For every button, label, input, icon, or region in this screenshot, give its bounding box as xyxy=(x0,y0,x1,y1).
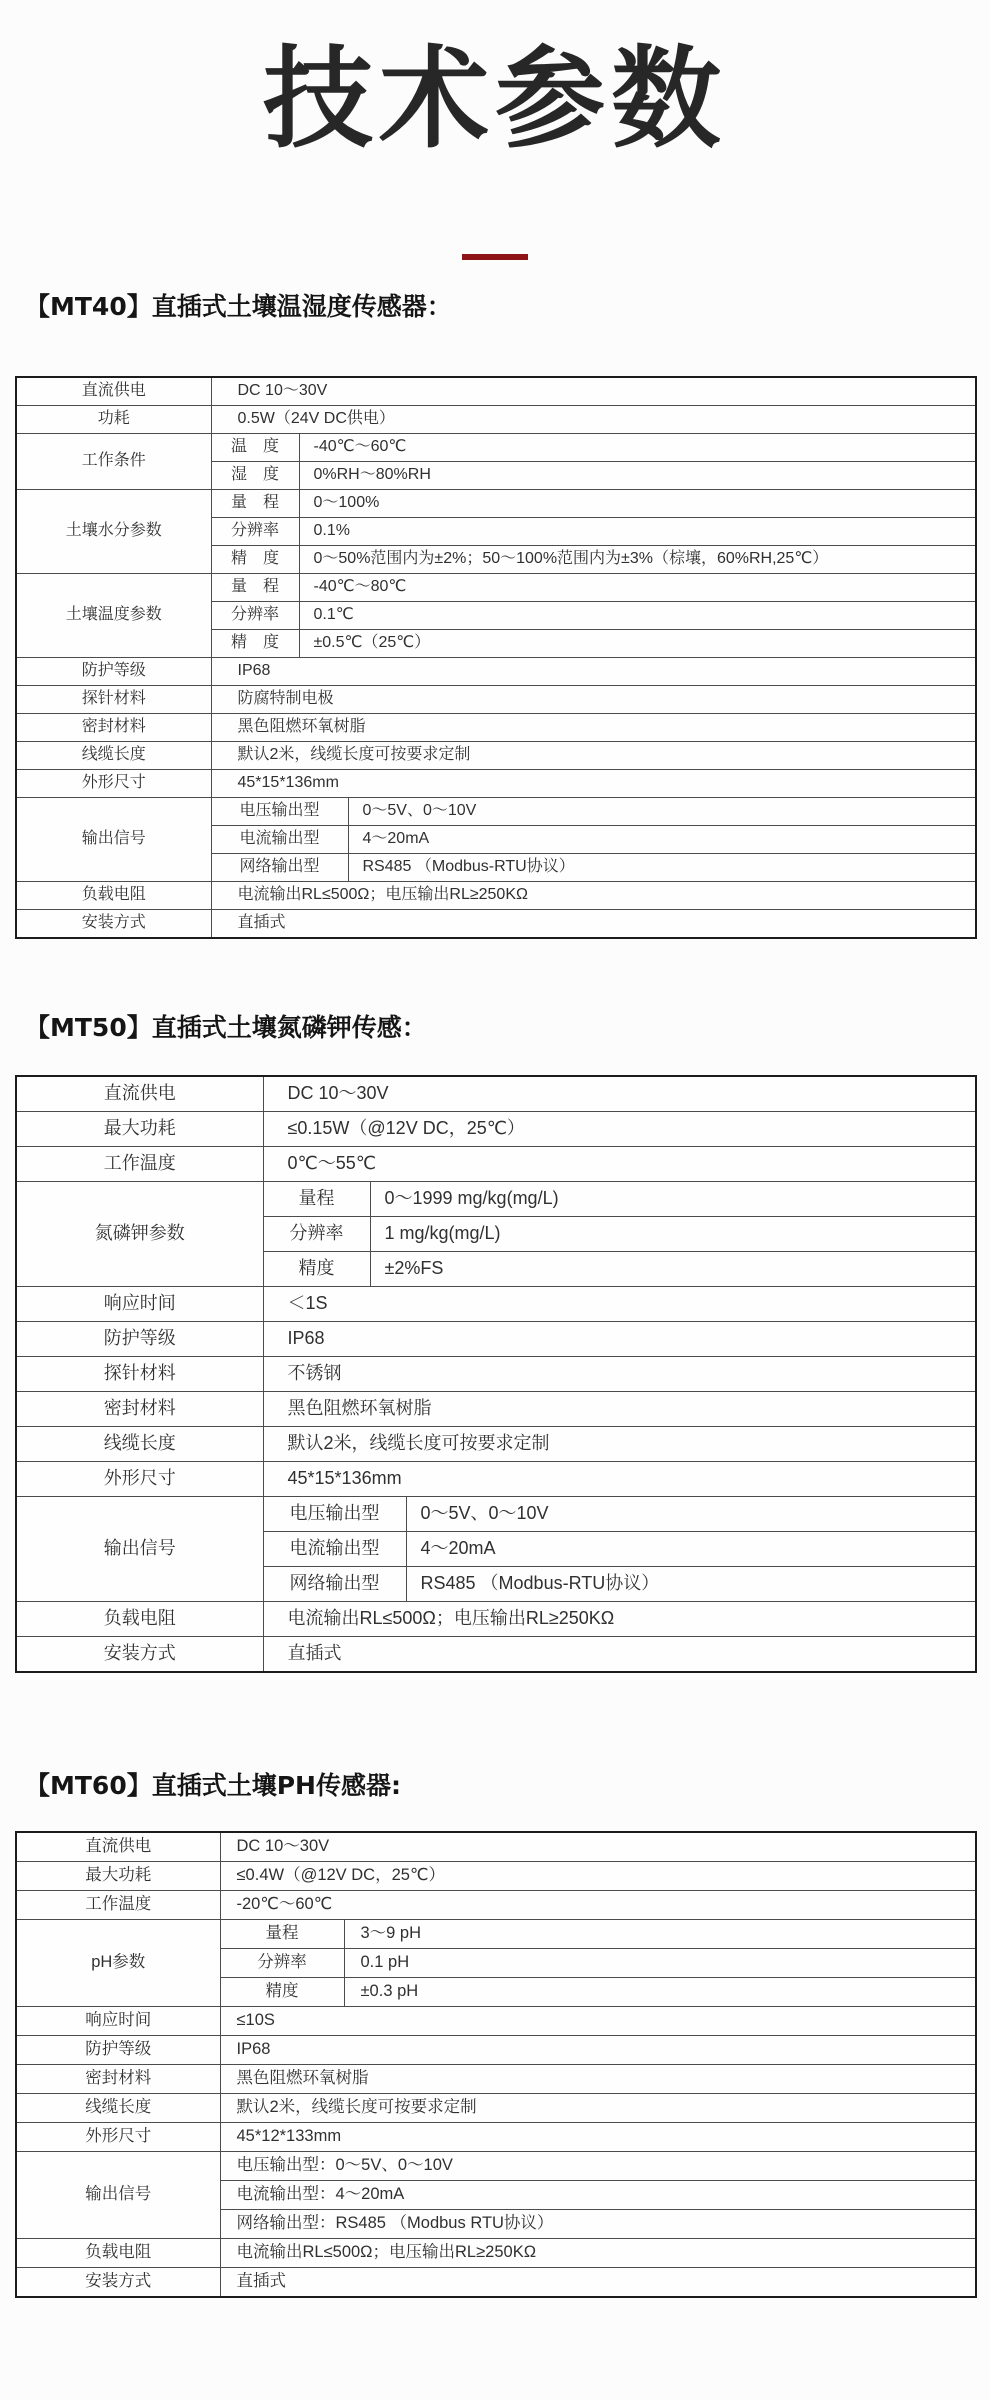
value-cell: -40℃～80℃ xyxy=(299,573,976,601)
label-cell: 密封材料 xyxy=(16,2064,220,2093)
value-cell: 0℃～55℃ xyxy=(263,1146,976,1181)
table-row xyxy=(16,1076,976,1112)
table-row xyxy=(16,2064,976,2093)
label-cell: 工作温度 xyxy=(16,1146,263,1181)
value-cell: 默认2米，线缆长度可按要求定制 xyxy=(263,1426,976,1461)
table-row xyxy=(16,2093,976,2122)
value-cell: 网络输出型：RS485 （Modbus RTU协议） xyxy=(220,2209,976,2238)
label-cell: 防护等级 xyxy=(16,2035,220,2064)
value-cell: 45*15*136mm xyxy=(263,1461,976,1496)
value-cell: 1 mg/kg(mg/L) xyxy=(370,1216,976,1251)
table-row xyxy=(16,433,976,461)
sublabel-cell: 电流输出型 xyxy=(263,1531,406,1566)
label-cell: 密封材料 xyxy=(16,1391,263,1426)
value-cell: DC 10～30V xyxy=(211,377,976,406)
label-cell: 输出信号 xyxy=(16,2151,220,2238)
sublabel-cell: 精 度 xyxy=(211,545,299,573)
label-cell: 探针材料 xyxy=(16,685,211,713)
spec-table-mt40 xyxy=(15,376,977,939)
label-cell: 最大功耗 xyxy=(16,1111,263,1146)
value-cell: -40℃～60℃ xyxy=(299,433,976,461)
table-row xyxy=(16,769,976,797)
sublabel-cell: 精度 xyxy=(263,1251,370,1286)
table-row xyxy=(16,657,976,685)
label-cell: 外形尺寸 xyxy=(16,1461,263,1496)
value-cell: 4～20mA xyxy=(348,825,976,853)
value-cell: RS485 （Modbus-RTU协议） xyxy=(348,853,976,881)
label-cell: 负载电阻 xyxy=(16,1601,263,1636)
value-cell: 电流输出RL≤500Ω；电压输出RL≥250KΩ xyxy=(220,2238,976,2267)
section-heading-mt40: 【MT40】直插式土壤温湿度传感器： xyxy=(25,291,452,321)
label-cell: 响应时间 xyxy=(16,2006,220,2035)
value-cell: 默认2米，线缆长度可按要求定制 xyxy=(211,741,976,769)
sublabel-cell: 分辨率 xyxy=(220,1948,344,1977)
label-cell: 直流供电 xyxy=(16,377,211,406)
label-cell: 输出信号 xyxy=(16,797,211,881)
label-cell: 直流供电 xyxy=(16,1832,220,1862)
table-row xyxy=(16,797,976,825)
value-cell: ±2%FS xyxy=(370,1251,976,1286)
table-row xyxy=(16,2267,976,2297)
value-cell: 电流输出RL≤500Ω；电压输出RL≥250KΩ xyxy=(263,1601,976,1636)
table-row xyxy=(16,2035,976,2064)
value-cell: 0～5V、0～10V xyxy=(348,797,976,825)
sublabel-cell: 电流输出型 xyxy=(211,825,348,853)
label-cell: 氮磷钾参数 xyxy=(16,1181,263,1286)
label-cell: 直流供电 xyxy=(16,1076,263,1112)
label-cell: 密封材料 xyxy=(16,713,211,741)
value-cell: RS485 （Modbus-RTU协议） xyxy=(406,1566,976,1601)
label-cell: 线缆长度 xyxy=(16,2093,220,2122)
value-cell: 45*15*136mm xyxy=(211,769,976,797)
table-row xyxy=(16,713,976,741)
label-cell: 外形尺寸 xyxy=(16,2122,220,2151)
value-cell: 黑色阻燃环氧树脂 xyxy=(220,2064,976,2093)
value-cell: 0.1% xyxy=(299,517,976,545)
value-cell: ≤10S xyxy=(220,2006,976,2035)
value-cell: 4～20mA xyxy=(406,1531,976,1566)
value-cell: 默认2米，线缆长度可按要求定制 xyxy=(220,2093,976,2122)
label-cell: 探针材料 xyxy=(16,1356,263,1391)
accent-divider xyxy=(462,254,528,260)
value-cell: ≤0.4W（@12V DC，25℃） xyxy=(220,1861,976,1890)
section-heading-mt50: 【MT50】直插式土壤氮磷钾传感： xyxy=(25,1012,427,1042)
sublabel-cell: 温 度 xyxy=(211,433,299,461)
label-cell: 安装方式 xyxy=(16,2267,220,2297)
table-row xyxy=(16,1426,976,1461)
value-cell: ≤0.15W（@12V DC，25℃） xyxy=(263,1111,976,1146)
label-cell: 外形尺寸 xyxy=(16,769,211,797)
label-cell: 线缆长度 xyxy=(16,741,211,769)
page-title: 技术参数 xyxy=(263,35,727,163)
table-row xyxy=(16,2122,976,2151)
label-cell: 土壤水分参数 xyxy=(16,489,211,573)
value-cell: ±0.3 pH xyxy=(344,1977,976,2006)
sublabel-cell: 网络输出型 xyxy=(263,1566,406,1601)
table-row xyxy=(16,909,976,938)
table-row xyxy=(16,1181,976,1216)
label-cell: 工作条件 xyxy=(16,433,211,489)
sublabel-cell: 分辨率 xyxy=(263,1216,370,1251)
table-row xyxy=(16,1496,976,1531)
sublabel-cell: 分辨率 xyxy=(211,517,299,545)
value-cell: IP68 xyxy=(220,2035,976,2064)
label-cell: pH参数 xyxy=(16,1919,220,2006)
label-cell: 土壤温度参数 xyxy=(16,573,211,657)
value-cell: 直插式 xyxy=(263,1636,976,1672)
label-cell: 负载电阻 xyxy=(16,881,211,909)
value-cell: 直插式 xyxy=(211,909,976,938)
label-cell: 响应时间 xyxy=(16,1286,263,1321)
table-row xyxy=(16,1391,976,1426)
value-cell: 0.1℃ xyxy=(299,601,976,629)
table-row xyxy=(16,685,976,713)
label-cell: 输出信号 xyxy=(16,1496,263,1601)
value-cell: DC 10～30V xyxy=(220,1832,976,1862)
value-cell: 0～100% xyxy=(299,489,976,517)
table-row xyxy=(16,2151,976,2180)
table-row xyxy=(16,405,976,433)
value-cell: 防腐特制电极 xyxy=(211,685,976,713)
label-cell: 安装方式 xyxy=(16,1636,263,1672)
sublabel-cell: 网络输出型 xyxy=(211,853,348,881)
value-cell: IP68 xyxy=(263,1321,976,1356)
table-row xyxy=(16,573,976,601)
value-cell: DC 10～30V xyxy=(263,1076,976,1112)
value-cell: 0%RH～80%RH xyxy=(299,461,976,489)
table-row xyxy=(16,1919,976,1948)
value-cell: -20℃～60℃ xyxy=(220,1890,976,1919)
table-row xyxy=(16,1636,976,1672)
value-cell: ±0.5℃（25℃） xyxy=(299,629,976,657)
value-cell: 电压输出型：0～5V、0～10V xyxy=(220,2151,976,2180)
table-row xyxy=(16,1356,976,1391)
label-cell: 工作温度 xyxy=(16,1890,220,1919)
value-cell: IP68 xyxy=(211,657,976,685)
table-row xyxy=(16,1146,976,1181)
sublabel-cell: 湿 度 xyxy=(211,461,299,489)
table-row xyxy=(16,1321,976,1356)
value-cell: 电流输出型：4～20mA xyxy=(220,2180,976,2209)
spec-table-mt50 xyxy=(15,1075,977,1673)
value-cell: 45*12*133mm xyxy=(220,2122,976,2151)
label-cell: 负载电阻 xyxy=(16,2238,220,2267)
label-cell: 防护等级 xyxy=(16,657,211,685)
sublabel-cell: 量程 xyxy=(263,1181,370,1216)
sublabel-cell: 量程 xyxy=(220,1919,344,1948)
table-row xyxy=(16,1890,976,1919)
table-row xyxy=(16,1461,976,1496)
table-row xyxy=(16,741,976,769)
sublabel-cell: 精度 xyxy=(220,1977,344,2006)
value-cell: ＜1S xyxy=(263,1286,976,1321)
label-cell: 安装方式 xyxy=(16,909,211,938)
section-heading-mt60: 【MT60】直插式土壤PH传感器: xyxy=(25,1770,401,1800)
table-row xyxy=(16,1286,976,1321)
label-cell: 最大功耗 xyxy=(16,1861,220,1890)
label-cell: 防护等级 xyxy=(16,1321,263,1356)
table-row xyxy=(16,489,976,517)
value-cell: 不锈钢 xyxy=(263,1356,976,1391)
sublabel-cell: 精 度 xyxy=(211,629,299,657)
sublabel-cell: 电压输出型 xyxy=(263,1496,406,1531)
table-row xyxy=(16,881,976,909)
table-row xyxy=(16,1832,976,1862)
table-row xyxy=(16,377,976,406)
table-row xyxy=(16,1111,976,1146)
value-cell: 黑色阻燃环氧树脂 xyxy=(263,1391,976,1426)
value-cell: 0～50%范围内为±2%；50～100%范围内为±3%（棕壤，60%RH,25℃） xyxy=(299,545,976,573)
value-cell: 0.1 pH xyxy=(344,1948,976,1977)
label-cell: 线缆长度 xyxy=(16,1426,263,1461)
table-row xyxy=(16,2238,976,2267)
value-cell: 0.5W（24V DC供电） xyxy=(211,405,976,433)
sublabel-cell: 分辨率 xyxy=(211,601,299,629)
table-row xyxy=(16,1861,976,1890)
value-cell: 3～9 pH xyxy=(344,1919,976,1948)
table-row xyxy=(16,2006,976,2035)
value-cell: 0～5V、0～10V xyxy=(406,1496,976,1531)
spec-table-mt60 xyxy=(15,1831,977,2298)
sublabel-cell: 量 程 xyxy=(211,489,299,517)
value-cell: 电流输出RL≤500Ω；电压输出RL≥250KΩ xyxy=(211,881,976,909)
table-row xyxy=(16,1601,976,1636)
sublabel-cell: 量 程 xyxy=(211,573,299,601)
sublabel-cell: 电压输出型 xyxy=(211,797,348,825)
value-cell: 黑色阻燃环氧树脂 xyxy=(211,713,976,741)
value-cell: 0～1999 mg/kg(mg/L) xyxy=(370,1181,976,1216)
label-cell: 功耗 xyxy=(16,405,211,433)
value-cell: 直插式 xyxy=(220,2267,976,2297)
